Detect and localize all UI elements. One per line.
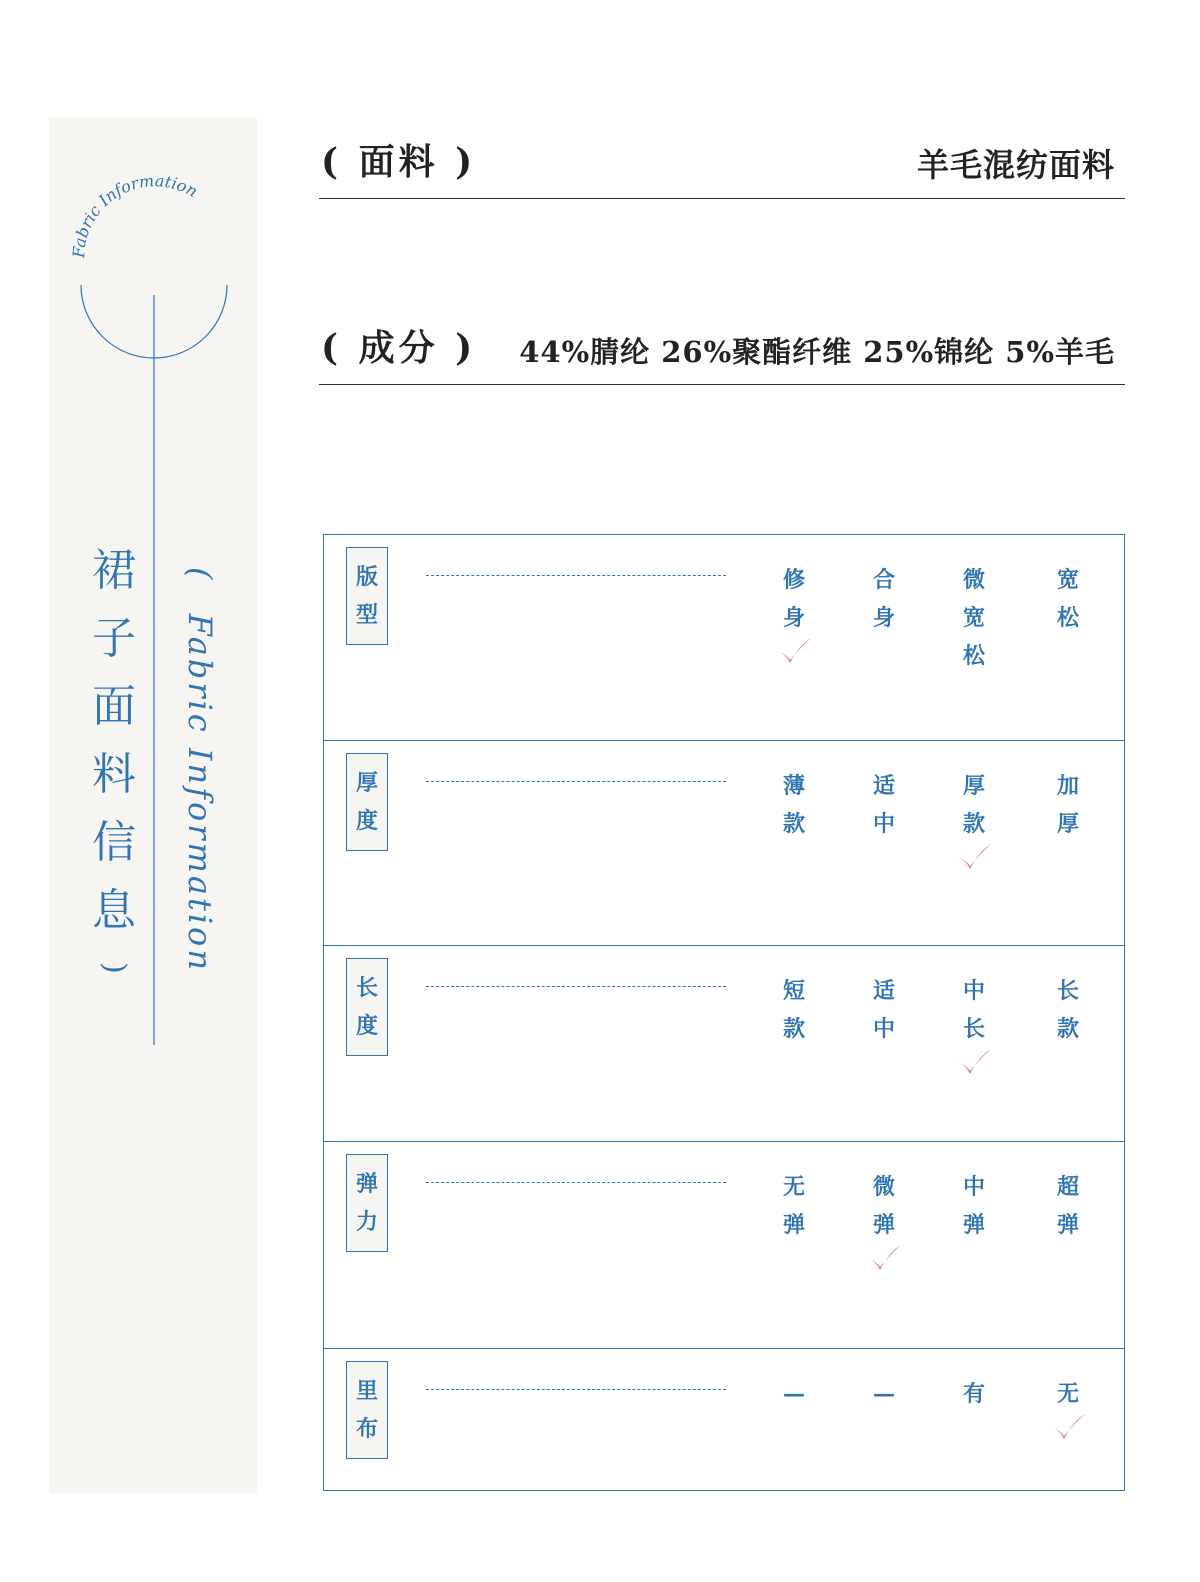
option-label (954, 1375, 994, 1413)
option-char: 超 (1056, 1174, 1079, 1200)
composition-label: ( 成分 ) (321, 327, 477, 369)
option-char: 短 (782, 978, 805, 1004)
option-label (1048, 561, 1088, 637)
title-char: 信 (92, 817, 136, 868)
dashed-leader (426, 1182, 726, 1183)
option-char: 款 (962, 811, 985, 837)
title-char: 面 (92, 681, 136, 732)
composition-value: 44%腈纶 26%聚酯纤维 25%锦纶 5%羊毛 (519, 335, 1115, 369)
option-label (954, 767, 994, 843)
vertical-english-text (171, 567, 231, 1067)
option-char: 身 (872, 605, 895, 631)
arc-text: Fabric Information (69, 170, 201, 259)
option-char: 款 (782, 1016, 805, 1042)
option-label (774, 1375, 814, 1413)
option-char: 弹 (872, 1212, 895, 1238)
fabric-row (319, 130, 1125, 199)
fabric-label: ( 面料 ) (321, 141, 477, 183)
sidebar-paren-close: ) (97, 962, 132, 974)
table-row (324, 1142, 1124, 1349)
option-char: 适 (872, 773, 895, 799)
dashed-leader (426, 1389, 726, 1390)
option-char: 松 (1056, 605, 1079, 631)
option-char: 厚 (1056, 811, 1079, 837)
row-label-char: 型 (355, 602, 378, 628)
svg-text:( Fabric Information: ( Fabric Information (181, 567, 219, 973)
option-char: 中 (962, 1174, 985, 1200)
option-char: 微 (962, 567, 985, 593)
table-row (324, 946, 1124, 1142)
row-label-char: 布 (355, 1416, 378, 1442)
option-char: 身 (782, 605, 805, 631)
option-label (864, 561, 904, 637)
row-label-tag (346, 958, 388, 1056)
option-char: — (873, 1381, 895, 1407)
table-row (324, 1349, 1124, 1490)
option-char: 微 (872, 1174, 895, 1200)
option-char: 弹 (1056, 1212, 1079, 1238)
row-label-char: 度 (355, 1013, 378, 1039)
option-char: 厚 (962, 773, 985, 799)
option-char: 无 (782, 1174, 805, 1200)
fabric-value: 羊毛混纺面料 (916, 146, 1115, 184)
option-char: 宽 (962, 605, 985, 631)
check-mark-icon (775, 635, 813, 667)
option-label (954, 561, 994, 675)
check-mark-icon (865, 1242, 903, 1274)
title-char: 裙 (92, 545, 136, 596)
option-char: — (783, 1381, 805, 1407)
option-char: 中 (872, 811, 895, 837)
option-char: 长 (1056, 978, 1079, 1004)
check-mark-icon (1049, 1411, 1087, 1443)
option-char: 款 (782, 811, 805, 837)
sidebar-panel (49, 117, 257, 1493)
option-char: 款 (1056, 1016, 1079, 1042)
option-char: 宽 (1056, 567, 1079, 593)
option-label (774, 972, 814, 1048)
option-label (1048, 1168, 1088, 1244)
option-char: 中 (962, 978, 985, 1004)
row-label-char: 长 (355, 975, 378, 1001)
row-label-char: 度 (355, 808, 378, 834)
title-char: 息 (92, 885, 136, 936)
option-char: 有 (962, 1381, 985, 1407)
dashed-leader (426, 986, 726, 987)
sidebar-title (89, 537, 139, 945)
option-char: 合 (872, 567, 895, 593)
title-char: 料 (92, 749, 136, 800)
row-label-char: 厚 (355, 770, 378, 796)
option-label (774, 561, 814, 637)
option-label (774, 767, 814, 843)
option-char: 长 (962, 1016, 985, 1042)
row-label-char: 弹 (355, 1171, 378, 1197)
row-label-tag (346, 1154, 388, 1252)
option-char: 中 (872, 1016, 895, 1042)
option-char: 弹 (962, 1212, 985, 1238)
dashed-leader (426, 781, 726, 782)
row-label-tag (346, 753, 388, 851)
option-label (864, 1375, 904, 1413)
option-label (954, 972, 994, 1048)
row-label-tag (346, 1361, 388, 1459)
title-char: 子 (92, 613, 136, 664)
option-char: 薄 (782, 773, 805, 799)
composition-row (319, 316, 1125, 385)
option-char: 弹 (782, 1212, 805, 1238)
option-label (864, 1168, 904, 1244)
option-label (1048, 972, 1088, 1048)
check-mark-icon (955, 841, 993, 873)
dashed-leader (426, 575, 726, 576)
row-label-char: 版 (355, 564, 378, 590)
option-char: 加 (1056, 773, 1079, 799)
check-mark-icon (955, 1046, 993, 1078)
table-row (324, 741, 1124, 946)
attribute-table (323, 534, 1125, 1491)
option-label (774, 1168, 814, 1244)
option-label (954, 1168, 994, 1244)
option-label (864, 972, 904, 1048)
row-label-char: 里 (355, 1378, 378, 1404)
option-char: 适 (872, 978, 895, 1004)
option-label (1048, 767, 1088, 843)
row-label-tag (346, 547, 388, 645)
row-label-char: 力 (355, 1209, 378, 1235)
option-char: 松 (962, 643, 985, 669)
option-char: 修 (782, 567, 805, 593)
option-label (1048, 1375, 1088, 1413)
option-char: 无 (1056, 1381, 1079, 1407)
table-row (324, 535, 1124, 741)
option-label (864, 767, 904, 843)
